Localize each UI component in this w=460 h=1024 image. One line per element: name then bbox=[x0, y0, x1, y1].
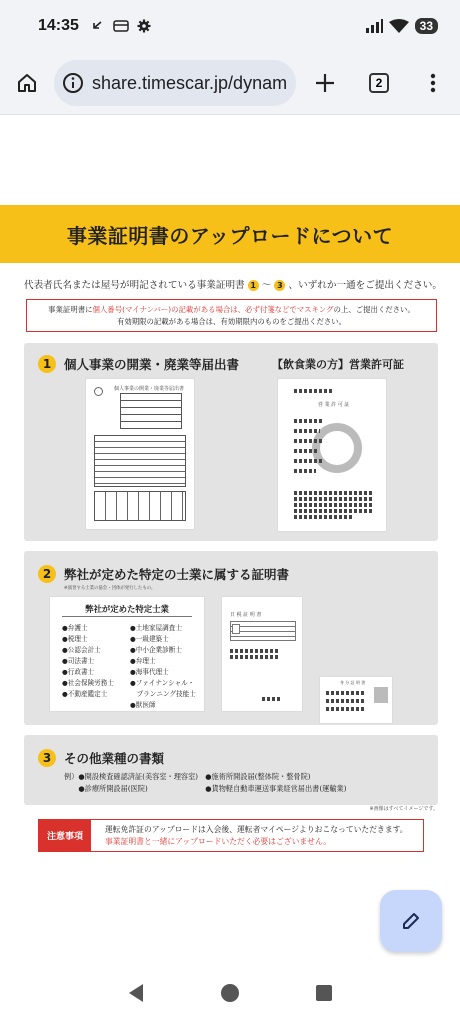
section-3-title: その他業種の書類 bbox=[64, 751, 165, 766]
section-2-title: 弊社が定めた特定の士業に属する証明書 bbox=[64, 567, 290, 582]
certificate-sample-image: 日 税 証 明 書 bbox=[222, 597, 302, 711]
section-3-examples: 例）●開設検査確認済証(美容室・理容室) ●施術所開設届(整体院・整骨院) ●診療所開設届(医院) ●貨物軽自動車運送事業経営届出書(運輸業) bbox=[64, 772, 347, 793]
profession-item: ●海事代理士 bbox=[130, 668, 169, 676]
profession-item: ●一級建築士 bbox=[130, 635, 169, 643]
tab-count: 2 bbox=[369, 73, 389, 93]
page-title: 事業証明書のアップロードについて bbox=[66, 223, 394, 248]
image-note: ※画像はすべてイメージです。 bbox=[369, 806, 438, 812]
profession-list-box bbox=[50, 597, 204, 711]
profession-col-1 bbox=[62, 623, 114, 700]
intro-text: 代表者氏名または屋号が明記されている事業証明書 1 〜 3 、いずれか一通をご提出ください。 bbox=[24, 280, 442, 291]
missed-call-icon bbox=[91, 19, 105, 33]
plus-icon bbox=[315, 73, 335, 93]
new-tab-button[interactable] bbox=[298, 56, 352, 110]
recents-icon[interactable] bbox=[315, 984, 333, 1002]
section-3-panel bbox=[24, 735, 438, 805]
menu-button[interactable] bbox=[406, 56, 460, 110]
profession-item: ●税理士 bbox=[62, 635, 88, 643]
settings-icon bbox=[137, 19, 151, 33]
profession-item: ●ファイナンシャル・ bbox=[130, 679, 195, 687]
home-circle-icon[interactable] bbox=[220, 983, 240, 1003]
info-icon[interactable] bbox=[62, 72, 84, 94]
profession-item: ●社会保険労務士 bbox=[62, 679, 114, 687]
section-2-panel bbox=[24, 551, 438, 725]
number-badge: 3 bbox=[274, 280, 285, 291]
permit-sample-image: 営 業 許 可 証 bbox=[278, 379, 386, 531]
section-1-title-b: 【飲食業の方】営業許可証 bbox=[272, 358, 404, 371]
home-button[interactable] bbox=[0, 56, 54, 110]
pencil-icon bbox=[400, 910, 422, 932]
tab-switcher-button[interactable] bbox=[352, 56, 406, 110]
section-2-note: ※演習する士業の協会・団体が発行したもの。 bbox=[64, 586, 156, 591]
profession-item: ●獣医師 bbox=[130, 701, 156, 709]
browser-toolbar bbox=[0, 52, 460, 114]
profession-list-title: 弊社が定めた特定士業 bbox=[85, 604, 169, 614]
profession-item: ●弁護士 bbox=[62, 624, 88, 632]
profession-item: ●弁理士 bbox=[130, 657, 156, 665]
number-badge: 1 bbox=[248, 280, 259, 291]
section-number: 1 bbox=[38, 355, 56, 373]
profession-item: ●中小企業診断士 bbox=[130, 646, 182, 654]
caution-box bbox=[38, 819, 424, 852]
profession-item: ●司法書士 bbox=[62, 657, 95, 665]
profession-item: プランニング技能士 bbox=[130, 690, 196, 698]
page-banner bbox=[0, 205, 460, 263]
section-number: 3 bbox=[38, 749, 56, 767]
signal-icon bbox=[365, 19, 383, 33]
section-1-title: 個人事業の開業・廃業等届出書 bbox=[64, 357, 240, 372]
wifi-icon bbox=[389, 19, 409, 33]
id-card-sample-image: 身 分 証 明 書 bbox=[320, 677, 392, 723]
caution-tag: 注意事項 bbox=[39, 820, 91, 851]
system-nav-bar bbox=[0, 962, 460, 1024]
status-bar bbox=[0, 0, 460, 52]
section-number: 2 bbox=[38, 565, 56, 583]
more-vert-icon bbox=[430, 73, 436, 93]
profession-col-2 bbox=[130, 623, 196, 711]
mynumber-warning: 事業証明書に個人番号(マイナンバー)の記載がある場合は、必ず付箋などでマスキングの上、ご提出ください。 有効期限の記載がある場合は、有効期限内のものをご提出ください。 bbox=[26, 299, 437, 332]
back-icon[interactable] bbox=[127, 983, 145, 1003]
battery-indicator: 33 bbox=[415, 18, 438, 34]
profession-item: ●土地家屋調査士 bbox=[130, 624, 182, 632]
profession-item: ●不動産鑑定士 bbox=[62, 690, 108, 698]
home-icon bbox=[16, 72, 38, 94]
profession-item: ●公認会計士 bbox=[62, 646, 101, 654]
address-bar[interactable] bbox=[54, 60, 296, 106]
caution-line-2: 事業証明書と一緒にアップロードいただく必要はございません。 bbox=[105, 837, 332, 846]
web-content bbox=[0, 114, 460, 870]
profession-item: ●行政書士 bbox=[62, 668, 95, 676]
section-1-panel bbox=[24, 343, 438, 541]
status-time: 14:35 bbox=[38, 17, 79, 34]
card-icon bbox=[113, 19, 129, 33]
caution-line-1: 運転免許証のアップロードは入会後、運転者マイページよりおこなっていただきます。 bbox=[105, 825, 408, 834]
url-text: share.timescar.jp/dynam bbox=[92, 72, 288, 93]
edit-fab[interactable] bbox=[380, 890, 442, 952]
form-sample-image: 個人事業の開業・廃業等届出書 bbox=[86, 379, 194, 529]
